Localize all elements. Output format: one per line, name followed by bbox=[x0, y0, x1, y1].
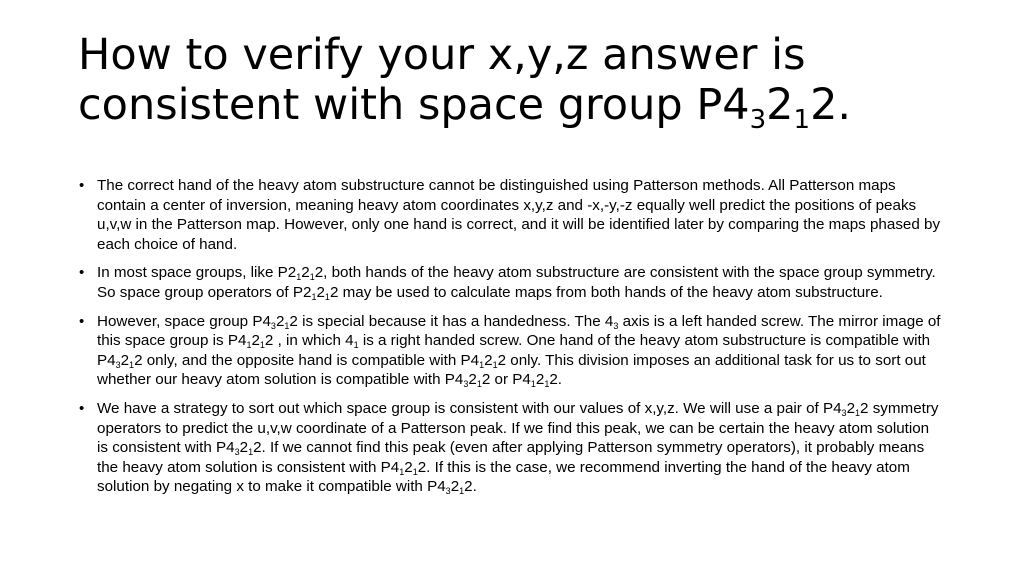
subscript: 1 bbox=[246, 340, 252, 351]
subscript: 1 bbox=[412, 466, 418, 477]
subscript: 1 bbox=[309, 272, 315, 283]
subscript: 1 bbox=[492, 359, 498, 370]
subscript: 3 bbox=[613, 320, 619, 331]
subscript: 1 bbox=[311, 291, 317, 302]
subscript: 1 bbox=[476, 379, 482, 390]
subscript: 3 bbox=[841, 407, 847, 418]
slide-title: How to verify your x,y,z answer is consistent with space group $P4_32_12$. bbox=[78, 30, 852, 135]
bullet-item-strategy: • We have a strategy to sort out which space group is consistent with our values of x,y,z. We will use a pair of $P4_32_12$ symmetry operators to predict the u,v,w coordinate of a Patterson peak. If we find this peak, we can be certain the heavy atom solution is consistent with $P4_32_12$. If we cannot find this peak (even after applying Patterson symmetry operators), it probably means the heavy atom solution is consistent with $P4_12_12$. If this is the case, we recommend inverting the hand of the heavy atom solution by negating x to make it compatible with $P4_32_12$. bbox=[78, 399, 944, 497]
subscript: 3 bbox=[234, 447, 240, 458]
subscript: 1 bbox=[296, 272, 302, 283]
subscript: 3 bbox=[445, 486, 451, 497]
subscript: 3 bbox=[463, 379, 469, 390]
bullet-item-handedness: • However, space group $P4_32_12$ is special because it has a handedness. The $4_3$ axis is a left handed screw. The mirror image of this space group is $P4_12_12$ , in which $4_1$ is a right handed screw. One hand of the heavy atom substructure is compatible with $P4_32_12$ only, and the opposite hand is compatible with $P4_12_12$ only. This division imposes an additional task for us to sort out whether our heavy atom solution is compatible with $P4_32_12$ or $P4_12_12$. bbox=[78, 312, 944, 390]
subscript: 3 bbox=[749, 105, 767, 135]
subscript: 1 bbox=[259, 340, 265, 351]
bullet-item-hand-patterson: • The correct hand of the heavy atom substructure cannot be distinguished using Patterson methods. All Patterson maps contain a center of inversion, meaning heavy atom coordinates x,y,z and -x,-y,-z equally well predict the positions of peaks u,v,w in the Patterson map. However, only one hand is correct, and it will be identified later by comparing the maps phased by each choice of hand. bbox=[78, 176, 944, 254]
subscript: 1 bbox=[855, 407, 861, 418]
subscript: 1 bbox=[479, 359, 485, 370]
subscript: 1 bbox=[324, 291, 330, 302]
bullet-item-most-space-groups: • In most space groups, like $P2_12_12$, both hands of the heavy atom substructure are consistent with the space group symmetry. So space group operators of $P2_12_12$ may be used to calculate maps from both hands of the heavy atom substructure. bbox=[78, 263, 944, 302]
subscript: 1 bbox=[284, 320, 290, 331]
subscript: 1 bbox=[544, 379, 550, 390]
subscript: 3 bbox=[270, 320, 276, 331]
subscript: 3 bbox=[115, 359, 121, 370]
subscript: 1 bbox=[399, 466, 405, 477]
subscript: 1 bbox=[459, 486, 465, 497]
bullet-list bbox=[78, 176, 944, 506]
subscript: 1 bbox=[129, 359, 135, 370]
subscript: 1 bbox=[530, 379, 536, 390]
subscript: 1 bbox=[248, 447, 254, 458]
subscript: 1 bbox=[793, 105, 811, 135]
subscript: 1 bbox=[353, 340, 359, 351]
